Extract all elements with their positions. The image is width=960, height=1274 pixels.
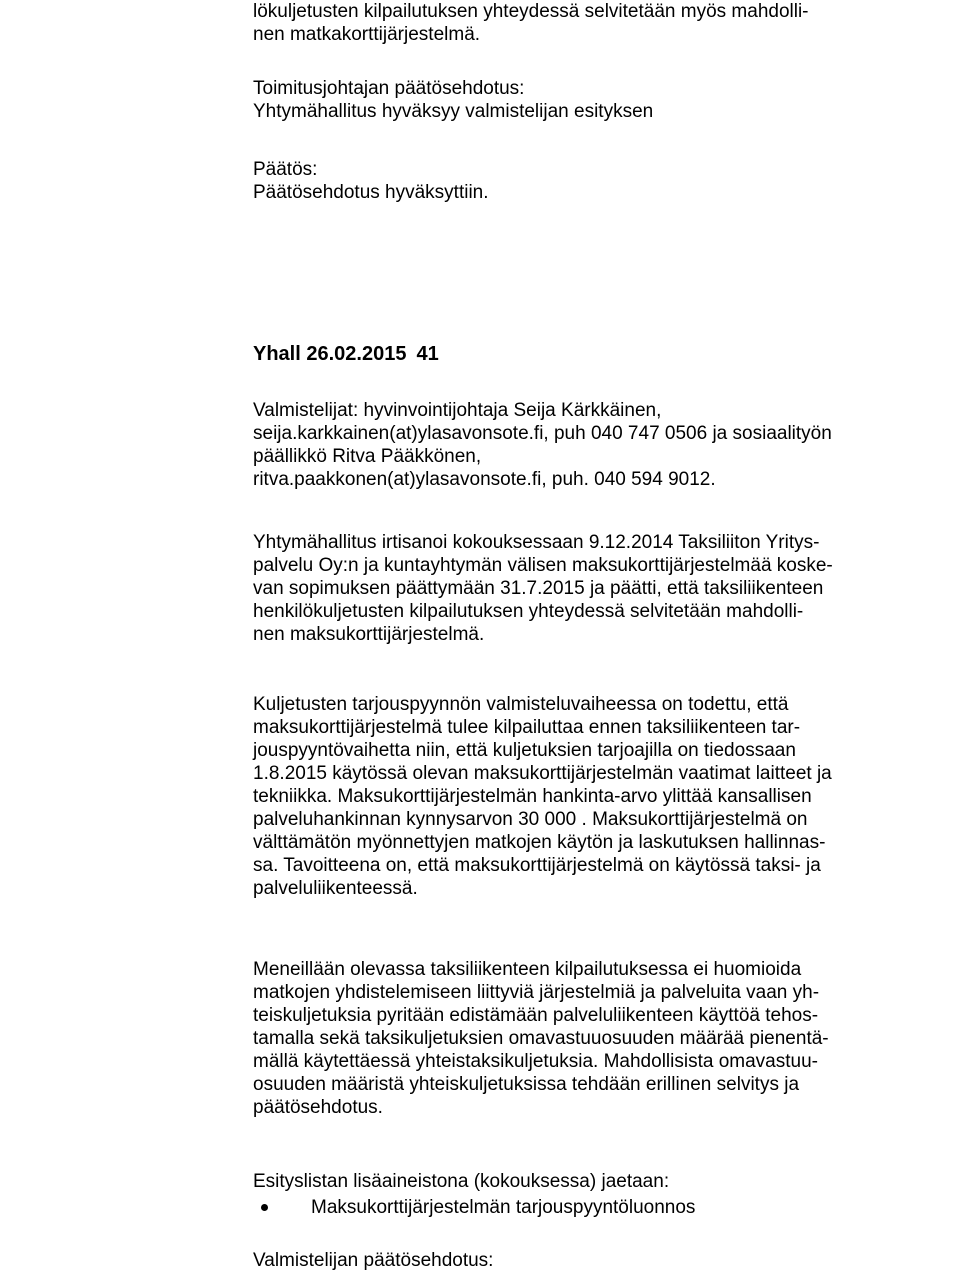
bullet-icon <box>261 1204 268 1211</box>
text-line: seija.karkkainen(at)ylasavonsote.fi, puh 040 747 0506 ja sosiaalityön <box>253 423 832 444</box>
preparer-proposal-label: Valmistelijan päätösehdotus: <box>253 1250 494 1271</box>
text-line: ritva.paakkonen(at)ylasavonsote.fi, puh. 040 594 9012. <box>253 469 716 490</box>
text-line: Kuljetusten tarjouspyynnön valmisteluvaiheessa on todettu, että <box>253 694 789 715</box>
attachments-label-block <box>253 1170 953 1193</box>
footer-block <box>253 1249 953 1272</box>
text-line: teiskuljetuksia pyritään edistämään palveluliikenteen käyttöä tehos- <box>253 1005 819 1026</box>
attachment-item-text: Maksukorttijärjestelmän tarjouspyyntöluonnos <box>311 1197 696 1218</box>
text-line: osuuden määristä yhteiskuljetuksissa tehdään erillinen selvitys ja <box>253 1074 800 1095</box>
text-line: maksukorttijärjestelmä tulee kilpailuttaa ennen taksiliikenteen tar- <box>253 717 801 738</box>
text-line: nen matkakorttijärjestelmä. <box>253 24 481 45</box>
text-line: palveluliikenteessä. <box>253 878 418 899</box>
section-number: 41 <box>416 343 439 365</box>
text-line: mällä käytettäessä yhteistaksikuljetuksia. Mahdollisista omavastuu- <box>253 1051 818 1072</box>
text-line: lökuljetusten kilpailutuksen yhteydessä selvitetään myös mahdolli- <box>253 1 809 22</box>
text-line: nen maksukorttijärjestelmä. <box>253 624 485 645</box>
text-line: Meneillään olevassa taksiliikenteen kilpailutuksessa ei huomioida <box>253 959 802 980</box>
text-line: välttämätön myönnettyjen matkojen käytön ja laskutuksen hallinnas- <box>253 832 826 853</box>
section-heading-date: Yhall 26.02.2015 <box>253 343 407 365</box>
text-line: Valmistelijat: hyvinvointijohtaja Seija Kärkkäinen, <box>253 400 662 421</box>
text-line: päällikkö Ritva Pääkkönen, <box>253 446 482 467</box>
section-heading <box>253 342 439 366</box>
text-line: palveluhankinnan kynnysarvon 30 000 . Maksukorttijärjestelmä on <box>253 809 808 830</box>
proposal-text: Yhtymähallitus hyväksyy valmistelijan esityksen <box>253 101 654 122</box>
proposal-block <box>253 77 953 123</box>
intro-paragraph <box>253 0 953 46</box>
text-line: palvelu Oy:n ja kuntayhtymän välisen maksukorttijärjestelmää koske- <box>253 555 833 576</box>
text-line: Yhtymähallitus irtisanoi kokouksessaan 9.12.2014 Taksiliiton Yritys- <box>253 532 820 553</box>
proposal-label: Toimitusjohtajan päätösehdotus: <box>253 78 525 99</box>
preparers-block <box>253 399 953 491</box>
text-line: sa. Tavoitteena on, että maksukorttijärjestelmä on käytössä taksi- ja <box>253 855 821 876</box>
text-line: henkilökuljetusten kilpailutuksen yhteydessä selvitetään mahdolli- <box>253 601 804 622</box>
text-line: päätösehdotus. <box>253 1097 383 1118</box>
text-line: matkojen yhdistelemiseen liittyviä järjestelmiä ja palveluita vaan yh- <box>253 982 820 1003</box>
text-line: van sopimuksen päättymään 31.7.2015 ja päätti, että taksiliikenteen <box>253 578 824 599</box>
attachments-label: Esityslistan lisäaineistona (kokouksessa) jaetaan: <box>253 1171 670 1192</box>
paragraph-ongoing-tender <box>253 958 953 1119</box>
decision-text: Päätösehdotus hyväksyttiin. <box>253 182 489 203</box>
decision-label: Päätös: <box>253 159 318 180</box>
decision-block <box>253 158 953 204</box>
paragraph-preparation <box>253 693 953 900</box>
text-line: jouspyyntövaihetta niin, että kuljetuksien tarjoajilla on tiedossaan <box>253 740 796 761</box>
text-line: tekniikka. Maksukorttijärjestelmän hankinta-arvo ylittää kansallisen <box>253 786 812 807</box>
paragraph-termination <box>253 531 953 646</box>
text-line: 1.8.2015 käytössä olevan maksukorttijärjestelmän vaatimat laitteet ja <box>253 763 832 784</box>
text-line: tamalla sekä taksikuljetuksien omavastuuosuuden määrää pienentä- <box>253 1028 829 1049</box>
